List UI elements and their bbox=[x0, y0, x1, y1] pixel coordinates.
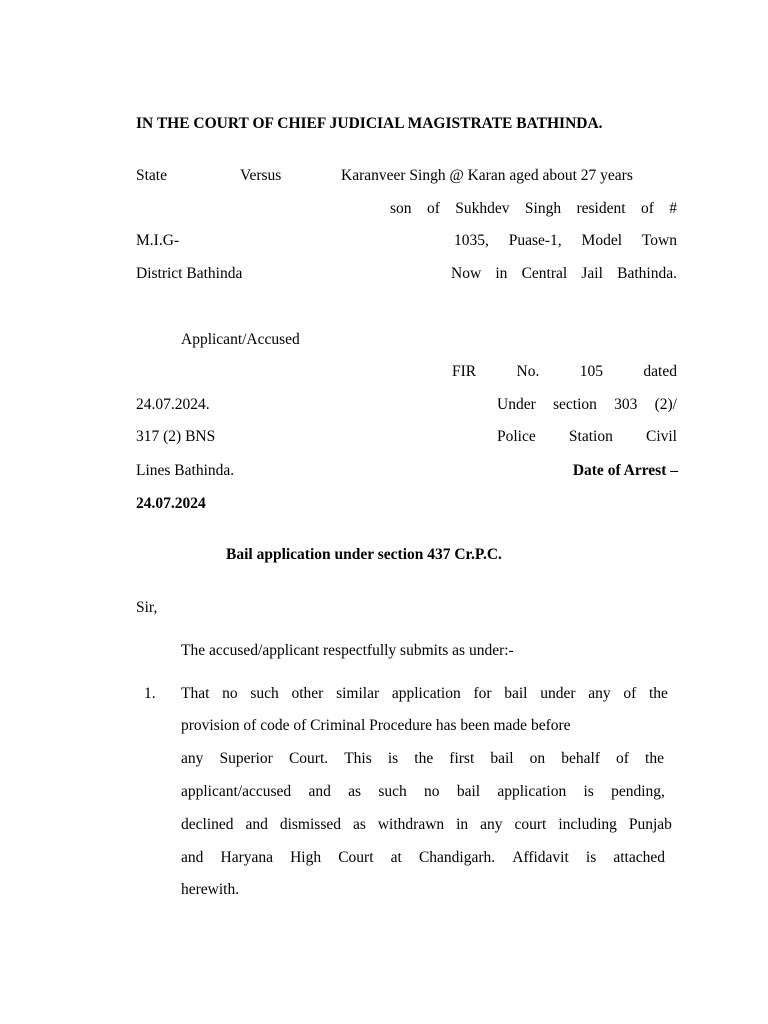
word: Haryana bbox=[220, 849, 273, 866]
word: of bbox=[640, 200, 654, 217]
word: declined bbox=[181, 816, 234, 833]
bns-label: 317 (2) BNS bbox=[136, 428, 216, 445]
word: pending, bbox=[611, 783, 665, 800]
word: Bathinda. bbox=[617, 265, 677, 282]
word: bail bbox=[490, 750, 514, 767]
word: # bbox=[669, 200, 677, 217]
arrest-date-value: 24.07.2024 bbox=[136, 495, 206, 512]
intro-line: The accused/applicant respectfully submits as under:- bbox=[181, 642, 514, 659]
word: dismissed bbox=[279, 816, 341, 833]
point-line bbox=[181, 880, 239, 900]
word: of bbox=[623, 685, 637, 702]
word: any bbox=[181, 750, 204, 767]
word: any bbox=[480, 816, 503, 833]
word: section bbox=[552, 396, 597, 413]
word: provision of code of Criminal Procedure has been made before bbox=[181, 717, 571, 734]
accused-name: Karanveer Singh @ Karan aged about 27 years bbox=[341, 167, 633, 184]
salutation: Sir, bbox=[136, 599, 158, 616]
district-label: District Bathinda bbox=[136, 265, 243, 282]
arrest-date-label: Date of Arrest – bbox=[572, 462, 678, 479]
fir-date: 24.07.2024. bbox=[136, 396, 210, 413]
word: such bbox=[250, 685, 279, 702]
word: dated bbox=[643, 363, 677, 380]
point-number: 1. bbox=[144, 685, 156, 702]
word: the bbox=[648, 685, 668, 702]
word: and bbox=[181, 849, 204, 866]
word: Police bbox=[497, 428, 536, 445]
word: no bbox=[424, 783, 440, 800]
word: bail bbox=[456, 783, 481, 800]
word: other bbox=[291, 685, 324, 702]
word: son bbox=[390, 200, 412, 217]
word: including bbox=[558, 816, 617, 833]
word: as bbox=[348, 783, 362, 800]
word: Court bbox=[338, 849, 374, 866]
word: in bbox=[456, 816, 469, 833]
word: Singh bbox=[524, 200, 562, 217]
word: application bbox=[497, 783, 567, 800]
word: applicant/accused bbox=[181, 783, 292, 800]
word: for bbox=[473, 685, 492, 702]
accused-parentage bbox=[390, 199, 677, 219]
word: Court. bbox=[288, 750, 329, 767]
word: is bbox=[387, 750, 399, 767]
word: such bbox=[378, 783, 407, 800]
word: FIR bbox=[452, 363, 477, 380]
word: This bbox=[344, 750, 372, 767]
word: no bbox=[222, 685, 238, 702]
word: on bbox=[529, 750, 546, 767]
word: the bbox=[414, 750, 434, 767]
word: Puase-1, bbox=[508, 232, 562, 249]
word: Civil bbox=[645, 428, 677, 445]
word: and bbox=[245, 816, 268, 833]
word: in bbox=[495, 265, 508, 282]
word: the bbox=[645, 750, 664, 767]
word: and bbox=[308, 783, 331, 800]
word: Superior bbox=[219, 750, 273, 767]
word: Affidavit bbox=[512, 849, 569, 866]
point-line bbox=[181, 684, 668, 704]
word: of bbox=[616, 750, 629, 767]
mig-label: M.I.G- bbox=[136, 232, 180, 249]
word: No. bbox=[516, 363, 540, 380]
word: Under bbox=[497, 396, 536, 413]
word: as bbox=[352, 816, 366, 833]
word: Town bbox=[641, 232, 677, 249]
word: Jail bbox=[581, 265, 603, 282]
word: Central bbox=[521, 265, 568, 282]
word: That bbox=[181, 685, 210, 702]
word: behalf bbox=[561, 750, 600, 767]
point-line bbox=[181, 848, 665, 868]
fir-line bbox=[452, 362, 677, 382]
word: 1035, bbox=[454, 232, 489, 249]
word: similar bbox=[336, 685, 380, 702]
address-line bbox=[454, 231, 677, 251]
word: Model bbox=[581, 232, 623, 249]
word: of bbox=[426, 200, 440, 217]
word: attached bbox=[613, 849, 665, 866]
civil-lines-label: Lines Bathinda. bbox=[136, 462, 235, 479]
word: under bbox=[540, 685, 576, 702]
word: resident bbox=[576, 200, 626, 217]
word: is bbox=[585, 849, 597, 866]
state-label: State bbox=[136, 167, 167, 184]
point-line bbox=[181, 782, 665, 802]
word: Punjab bbox=[628, 816, 672, 833]
word: first bbox=[449, 750, 475, 767]
word: Sukhdev bbox=[455, 200, 510, 217]
word: withdrawn bbox=[377, 816, 445, 833]
point-line bbox=[181, 716, 571, 736]
word: court bbox=[514, 816, 547, 833]
word: High bbox=[290, 849, 322, 866]
jail-line bbox=[451, 264, 677, 284]
word: (2)/ bbox=[654, 396, 677, 413]
word: bail bbox=[504, 685, 528, 702]
point-line bbox=[181, 815, 672, 835]
word: Station bbox=[568, 428, 613, 445]
section-line bbox=[497, 395, 677, 415]
versus-label: Versus bbox=[240, 167, 282, 184]
word: application bbox=[391, 685, 461, 702]
point-line bbox=[181, 749, 664, 769]
word: at bbox=[390, 849, 402, 866]
word: herewith. bbox=[181, 881, 240, 898]
word: 303 bbox=[614, 396, 638, 413]
word: 105 bbox=[579, 363, 604, 380]
police-station-line bbox=[497, 427, 677, 447]
court-heading: IN THE COURT OF CHIEF JUDICIAL MAGISTRATE BATHINDA. bbox=[136, 115, 603, 132]
word: Chandigarh. bbox=[418, 849, 496, 866]
word: Now bbox=[451, 265, 482, 282]
word: any bbox=[588, 685, 611, 702]
application-title: Bail application under section 437 Cr.P.C. bbox=[226, 546, 502, 563]
applicant-role: Applicant/Accused bbox=[181, 331, 300, 348]
word: is bbox=[583, 783, 594, 800]
